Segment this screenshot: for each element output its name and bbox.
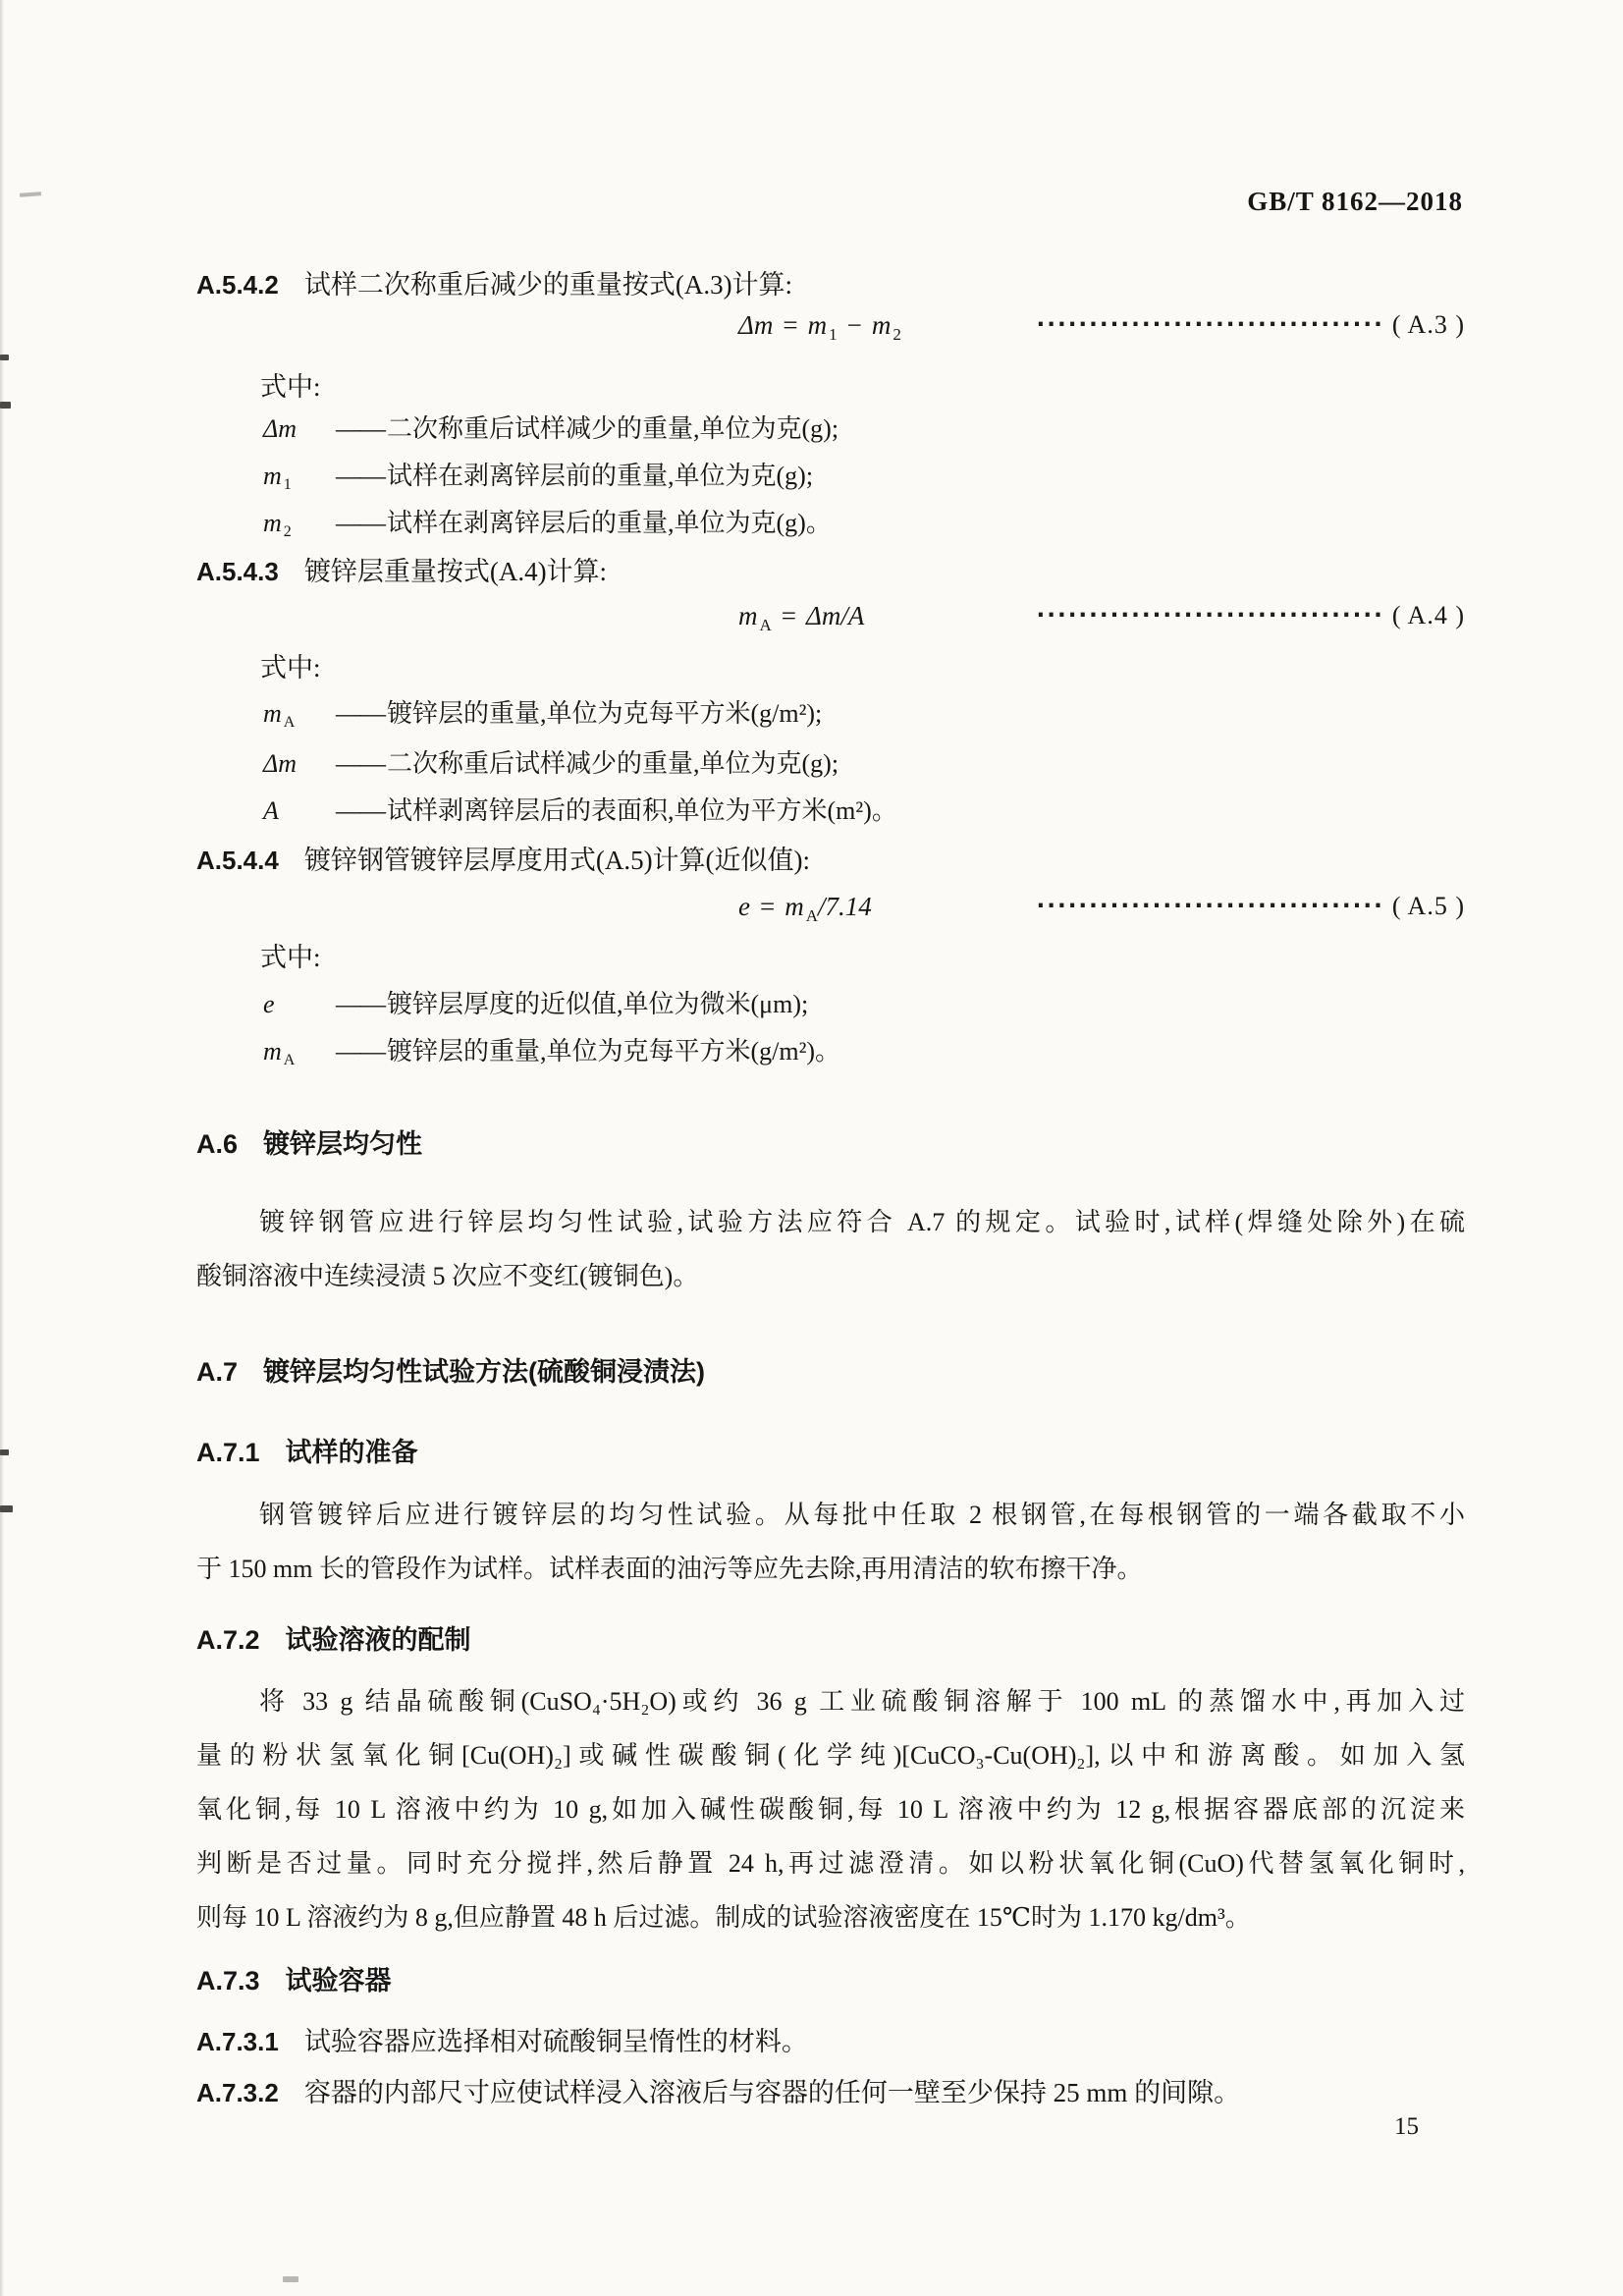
definition-dash: —— (336, 414, 385, 443)
clause-text: 容器的内部尺寸应使试样浸入溶液后与容器的任何一壁至少保持 25 mm 的间隙。 (303, 2078, 1241, 2107)
definition-dash: —— (336, 462, 385, 490)
page-header: GB/T 8162—2018 (1247, 187, 1463, 216)
symbol: m $_1$ (263, 462, 292, 493)
formula-a5-row (196, 892, 1465, 931)
clause-text: 镀锌钢管镀锌层厚度用式(A.5)计算(近似值): (303, 846, 811, 875)
symbol: A (263, 796, 279, 825)
scan-artifact (0, 1505, 13, 1512)
definition-text: 试样在剥离锌层后的重量,单位为克(g)。 (387, 509, 832, 537)
definition-dash: —— (336, 990, 385, 1018)
paragraph-line: 判断是否过量。同时充分搅拌,然后静置 24 h,再过滤澄清。如以粉状氧化铜(CuO)代替氢氧化铜时, (196, 1849, 1465, 1878)
clause-number: A.5.4.3 (196, 557, 279, 586)
symbol: m $_A$ (263, 1037, 296, 1068)
definition-text: 镀锌层的重量,单位为克每平方米(g/m²)。 (387, 1037, 841, 1066)
clause-number: A.5.4.4 (196, 846, 279, 875)
definition-text: 镀锌层的重量,单位为克每平方米(g/m²); (387, 699, 823, 728)
symbol: e (263, 990, 275, 1018)
symbol-definition-row (263, 503, 832, 541)
formula-a5-label: ( A.5 ) (1391, 892, 1465, 920)
scan-artifact (0, 1449, 9, 1455)
definition-dash: —— (336, 749, 385, 778)
section-heading-a73: A.7.3 试验容器 (196, 1966, 392, 1995)
section-heading-a6: A.6 镀锌层均匀性 (196, 1129, 423, 1159)
paragraph-line: 于 150 mm 长的管段作为试样。试样表面的油污等应先去除,再用清洁的软布擦干净。 (196, 1555, 1143, 1583)
where-label: 式中: (260, 372, 321, 402)
paragraph-line: 酸铜溶液中连续浸渍 5 次应不变红(镀铜色)。 (196, 1262, 699, 1290)
symbol: Δm (263, 749, 298, 778)
scan-artifact (20, 191, 41, 197)
clause-text: 镀锌层重量按式(A.4)计算: (303, 557, 608, 586)
formula-a3-row (196, 310, 1465, 350)
symbol-subscript: A (283, 714, 296, 731)
symbol: m $_2$ (263, 509, 292, 540)
formula-leader-dots: ································· (1036, 894, 1384, 919)
definition-text: 镀锌层厚度的近似值,单位为微米(μm); (387, 990, 809, 1018)
paragraph-line: 镀锌钢管应进行锌层均匀性试验,试验方法应符合 A.7 的规定。试验时,试样(焊缝处除外)在硫 (259, 1208, 1465, 1236)
formula-a5-expression: e = m $_A$/7.14 (738, 892, 872, 925)
page-number: 15 (1394, 2113, 1419, 2140)
clause-text: 试验容器应选择相对硫酸铜呈惰性的材料。 (303, 2027, 808, 2056)
formula-a3-expression: Δm = m $_1$ − m $_2$ (738, 310, 901, 344)
formula-leader (1036, 892, 1465, 921)
symbol-definition-row (263, 791, 897, 829)
formula-a3-label: ( A.3 ) (1391, 310, 1465, 339)
definition-text: 试样在剥离锌层前的重量,单位为克(g); (387, 462, 814, 490)
clause-a732 (196, 2071, 1240, 2109)
clause-text: 试样二次称重后减少的重量按式(A.3)计算: (303, 270, 793, 300)
symbol-definition-row (263, 693, 822, 732)
scan-artifact (283, 2276, 298, 2282)
paragraph-line: 氧化铜,每 10 L 溶液中约为 10 g,如加入碱性碳酸铜,每 10 L 溶液中约为 12 g,根据容器底部的沉淀来 (196, 1795, 1465, 1824)
symbol: m $_A$ (263, 699, 296, 731)
where-label: 式中: (260, 943, 321, 972)
definition-dash: —— (336, 509, 385, 537)
symbol-definition-row (263, 984, 808, 1022)
paragraph-line: 量的粉状氢氧化铜[Cu(OH)₂]或碱性碳酸铜(化学纯)[CuCO₃-Cu(OH)₂],以中和游离酸。如加入氢 (196, 1741, 1465, 1770)
symbol-definition-row (263, 743, 839, 782)
symbol-definition-row (263, 1031, 840, 1069)
scan-artifact (0, 402, 11, 409)
symbol-subscript: 2 (283, 523, 292, 540)
definition-dash: —— (336, 1037, 385, 1066)
formula-a4-row (196, 601, 1465, 640)
formula-a4-label: ( A.4 ) (1391, 601, 1465, 629)
clause-number: A.7.3.1 (196, 2027, 279, 2056)
formula-leader (1036, 310, 1465, 340)
scan-artifact (0, 355, 9, 360)
clause-number: A.5.4.2 (196, 270, 279, 300)
clause-a544 (196, 839, 810, 877)
definition-dash: —— (336, 699, 385, 728)
formula-leader-dots: ································· (1036, 312, 1384, 338)
symbol-definition-row (263, 409, 839, 447)
definition-text: 二次称重后试样减少的重量,单位为克(g); (387, 749, 839, 778)
clause-a731 (196, 2020, 808, 2058)
symbol-definition-row (263, 456, 813, 494)
symbol: Δm (263, 414, 298, 443)
paragraph-line: 则每 10 L 溶液约为 8 g,但应静置 48 h 后过滤。制成的试验溶液密度在 15℃时为 1.170 kg/dm³。 (196, 1903, 1251, 1932)
symbol-subscript: A (283, 1052, 296, 1068)
formula-leader-dots: ································· (1036, 603, 1384, 629)
section-heading-a7: A.7 镀锌层均匀性试验方法(硫酸铜浸渍法) (196, 1357, 706, 1387)
clause-a543 (196, 550, 607, 588)
clause-number: A.7.3.2 (196, 2078, 279, 2107)
symbol-subscript: 1 (283, 476, 292, 493)
definition-text: 二次称重后试样减少的重量,单位为克(g); (387, 414, 839, 443)
section-heading-a71: A.7.1 试样的准备 (196, 1438, 418, 1467)
formula-a4-expression: m $_A$ = Δm/A (738, 601, 865, 634)
clause-a542 (196, 263, 792, 301)
formula-leader (1036, 601, 1465, 630)
paragraph-line: 钢管镀锌后应进行镀锌层的均匀性试验。从每批中任取 2 根钢管,在每根钢管的一端各截取不小 (259, 1501, 1465, 1529)
section-heading-a72: A.7.2 试验溶液的配制 (196, 1625, 471, 1655)
where-label: 式中: (260, 653, 321, 683)
definition-text: 试样剥离锌层后的表面积,单位为平方米(m²)。 (387, 796, 897, 825)
paragraph-line: 将 33 g 结晶硫酸铜(CuSO₄·5H₂O)或约 36 g 工业硫酸铜溶解于 100 mL 的蒸馏水中,再加入过 (259, 1687, 1465, 1716)
definition-dash: —— (336, 796, 385, 825)
